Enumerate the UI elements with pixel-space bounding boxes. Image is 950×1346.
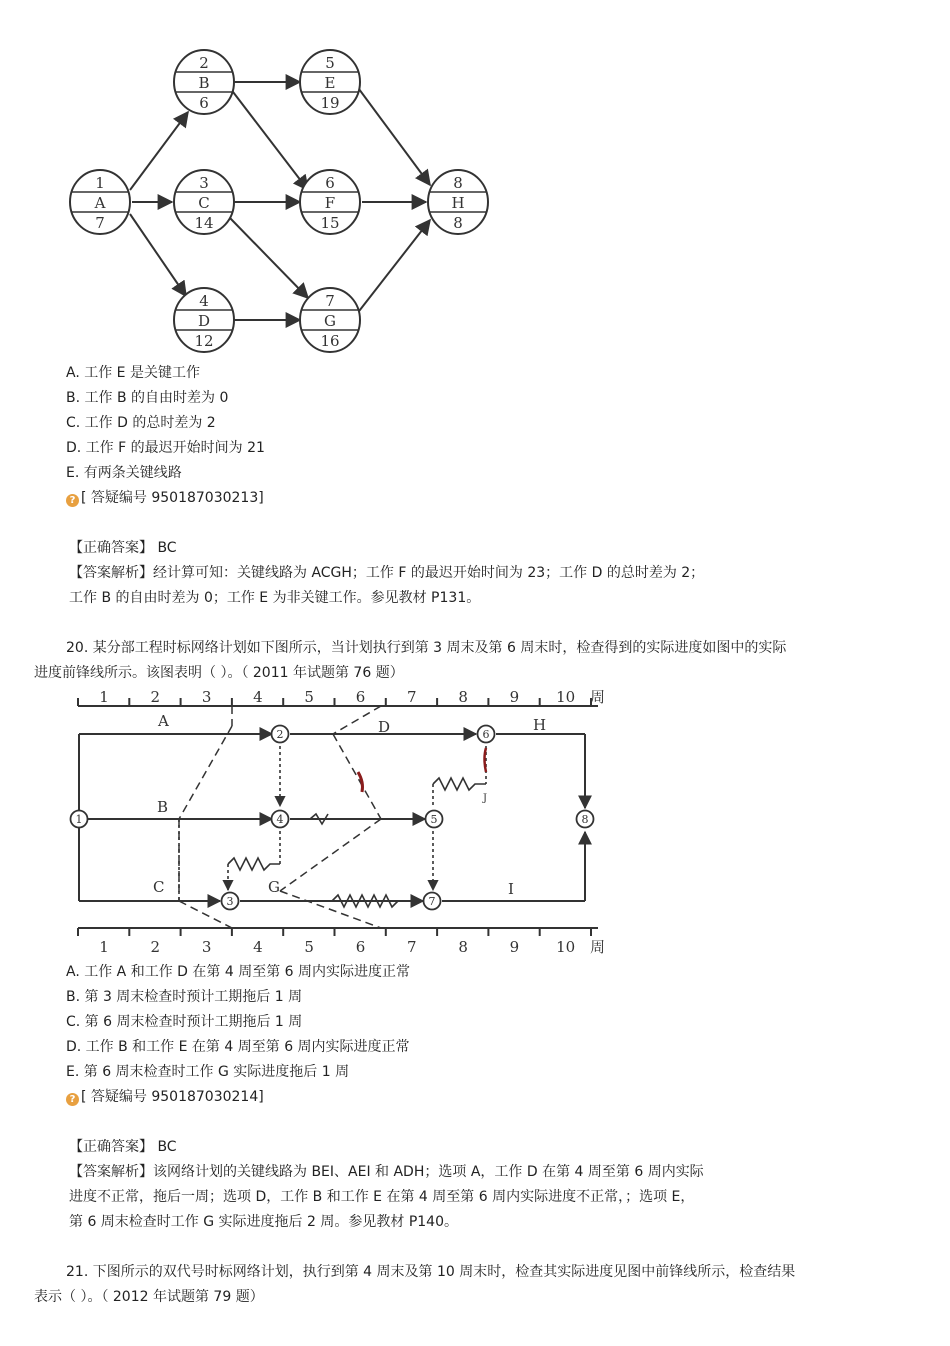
node-a-bot: 7 bbox=[95, 214, 105, 232]
bottom-scale-4: 4 bbox=[253, 938, 263, 956]
bottom-scale-10: 10 bbox=[556, 938, 576, 956]
label-g: G bbox=[268, 878, 280, 896]
arrow-c-g bbox=[230, 218, 308, 298]
arrow-g-h bbox=[356, 220, 430, 315]
q20-option-c: C. 第 6 周末检查时预计工期拖后 1 周 bbox=[66, 1014, 303, 1030]
top-scale-5: 5 bbox=[304, 688, 314, 706]
q19-ref-text: [ 答疑编号 950187030213] bbox=[81, 490, 264, 506]
svg-text:6: 6 bbox=[482, 728, 490, 741]
question-icon[interactable]: ? bbox=[66, 1093, 79, 1106]
event-node-4 bbox=[272, 811, 289, 828]
node-b bbox=[174, 50, 234, 114]
bottom-scale-3: 3 bbox=[201, 938, 212, 956]
question-icon[interactable]: ? bbox=[66, 494, 79, 507]
arrow-e-h bbox=[356, 85, 430, 185]
top-scale-7: 7 bbox=[407, 688, 417, 706]
node-d bbox=[174, 288, 234, 352]
q19-option-e: E. 有两条关键线路 bbox=[66, 465, 182, 481]
node-g bbox=[300, 288, 360, 352]
event-node-3 bbox=[222, 893, 239, 910]
node-a-top: 1 bbox=[95, 174, 105, 192]
svg-text:8: 8 bbox=[581, 813, 589, 826]
node-b-mid: B bbox=[198, 74, 210, 92]
arrow-a-b bbox=[130, 112, 188, 190]
node-e bbox=[300, 50, 360, 114]
node-e-bot: 19 bbox=[320, 94, 340, 112]
bottom-scale-1: 1 bbox=[99, 938, 109, 956]
q20-analysis-line1: 【答案解析】该网络计划的关键线路为 BEI、AEI 和 ADH；选项 A，工作 D 在第 4 周至第 6 周内实际 bbox=[69, 1164, 704, 1180]
q19-analysis-line1: 【答案解析】经计算可知：关键线路为 ACGH；工作 F 的最迟开始时间为 23；工作 D 的总时差为 2； bbox=[69, 565, 705, 581]
node-e-top: 5 bbox=[325, 54, 335, 72]
top-scale-6: 6 bbox=[355, 688, 366, 706]
label-h: H bbox=[533, 716, 547, 734]
event-node-2 bbox=[272, 726, 289, 743]
node-h bbox=[428, 170, 488, 234]
event-node-6 bbox=[478, 726, 495, 743]
q20-option-a: A. 工作 A 和工作 D 在第 4 周至第 6 周内实际进度正常 bbox=[66, 964, 411, 980]
node-b-top: 2 bbox=[199, 54, 209, 72]
bottom-scale-2: 2 bbox=[150, 938, 161, 956]
top-scale-8: 8 bbox=[458, 688, 468, 706]
top-scale-1: 1 bbox=[99, 688, 109, 706]
q20-option-d: D. 工作 B 和工作 E 在第 4 周至第 6 周内实际进度正常 bbox=[66, 1039, 410, 1055]
arrow-b-f bbox=[230, 88, 308, 190]
node-d-top: 4 bbox=[199, 292, 209, 310]
node-d-mid: D bbox=[197, 312, 211, 330]
top-scale-10: 10 bbox=[556, 688, 576, 706]
q19-option-d: D. 工作 F 的最迟开始时间为 21 bbox=[66, 440, 265, 456]
top-scale-4: 4 bbox=[253, 688, 263, 706]
node-c-bot: 14 bbox=[194, 214, 214, 232]
label-i: I bbox=[508, 880, 514, 898]
bottom-scale-8: 8 bbox=[458, 938, 468, 956]
arrow-a-d bbox=[130, 214, 186, 296]
top-scale-2: 2 bbox=[150, 688, 161, 706]
svg-text:2: 2 bbox=[276, 728, 284, 741]
top-scale-unit: 周 bbox=[590, 688, 606, 706]
node-h-mid: H bbox=[451, 194, 465, 212]
node-a bbox=[70, 170, 130, 234]
q20-stem-line2: 进度前锋线所示。该图表明（ ）。（ 2011 年试题第 76 题） bbox=[34, 665, 404, 681]
label-a: A bbox=[158, 712, 169, 730]
label-b: B bbox=[157, 798, 169, 816]
top-scale-9: 9 bbox=[509, 688, 520, 706]
q20-option-e: E. 第 6 周末检查时工作 G 实际进度拖后 1 周 bbox=[66, 1064, 350, 1080]
q21-stem-line2: 表示（ ）。（ 2012 年试题第 79 题） bbox=[34, 1289, 264, 1305]
bottom-scale-7: 7 bbox=[407, 938, 417, 956]
q20-analysis-line2: 进度不正常，拖后一周；选项 D，工作 B 和工作 E 在第 4 周至第 6 周内实际进度不正常，；选项 E， bbox=[69, 1189, 695, 1205]
bottom-scale-9: 9 bbox=[509, 938, 520, 956]
event-node-1 bbox=[71, 811, 88, 828]
node-h-top: 8 bbox=[453, 174, 463, 192]
node-g-mid: G bbox=[324, 312, 336, 330]
event-node-8 bbox=[577, 811, 594, 828]
q20-ref[interactable] bbox=[66, 1086, 264, 1106]
q20-stem-line1: 20. 某分部工程时标网络计划如下图所示，当计划执行到第 3 周末及第 6 周末时，检查得到的实际进度如图中的实际 bbox=[66, 640, 787, 656]
node-f bbox=[300, 170, 360, 234]
event-node-7 bbox=[424, 893, 441, 910]
label-j: J bbox=[483, 793, 488, 804]
top-scale-3: 3 bbox=[201, 688, 212, 706]
q20-option-b: B. 第 3 周末检查时预计工期拖后 1 周 bbox=[66, 989, 303, 1005]
bottom-scale-6: 6 bbox=[355, 938, 366, 956]
q19-ref[interactable] bbox=[66, 487, 264, 507]
node-f-bot: 15 bbox=[320, 214, 340, 232]
bottom-scale-unit: 周 bbox=[590, 938, 606, 956]
q20-answer: 【正确答案】 BC bbox=[69, 1139, 177, 1155]
q19-option-b: B. 工作 B 的自由时差为 0 bbox=[66, 390, 229, 406]
network-diagram-1 bbox=[60, 40, 500, 355]
label-d: D bbox=[378, 718, 391, 736]
svg-text:3: 3 bbox=[226, 895, 234, 908]
node-b-bot: 6 bbox=[199, 94, 209, 112]
label-c: C bbox=[153, 878, 165, 896]
time-scaled-network-diagram bbox=[68, 686, 608, 960]
node-g-bot: 16 bbox=[320, 332, 340, 350]
q21-stem-line1: 21. 下图所示的双代号时标网络计划，执行到第 4 周末及第 10 周末时，检查其实际进度见图中前锋线所示，检查结果 bbox=[66, 1264, 796, 1280]
q19-answer: 【正确答案】 BC bbox=[69, 540, 177, 556]
bottom-scale-5: 5 bbox=[304, 938, 314, 956]
svg-text:1: 1 bbox=[75, 813, 83, 826]
node-c-mid: C bbox=[198, 194, 210, 212]
q20-analysis-line3: 第 6 周末检查时工作 G 实际进度拖后 2 周。参见教材 P140。 bbox=[69, 1214, 458, 1230]
node-f-top: 6 bbox=[325, 174, 335, 192]
node-c-top: 3 bbox=[199, 174, 209, 192]
event-node-5 bbox=[426, 811, 443, 828]
node-e-mid: E bbox=[324, 74, 336, 92]
node-a-mid: A bbox=[94, 194, 106, 212]
q19-option-c: C. 工作 D 的总时差为 2 bbox=[66, 415, 216, 431]
q19-analysis-line2: 工作 B 的自由时差为 0；工作 E 为非关键工作。参见教材 P131。 bbox=[69, 590, 481, 606]
svg-text:4: 4 bbox=[276, 813, 284, 826]
node-c bbox=[174, 170, 234, 234]
node-d-bot: 12 bbox=[194, 332, 214, 350]
svg-text:5: 5 bbox=[430, 813, 438, 826]
node-h-bot: 8 bbox=[453, 214, 463, 232]
q19-option-a: A. 工作 E 是关键工作 bbox=[66, 365, 200, 381]
node-g-top: 7 bbox=[325, 292, 335, 310]
node-f-mid: F bbox=[324, 194, 336, 212]
q20-ref-text: [ 答疑编号 950187030214] bbox=[81, 1089, 264, 1105]
svg-text:7: 7 bbox=[428, 895, 436, 908]
